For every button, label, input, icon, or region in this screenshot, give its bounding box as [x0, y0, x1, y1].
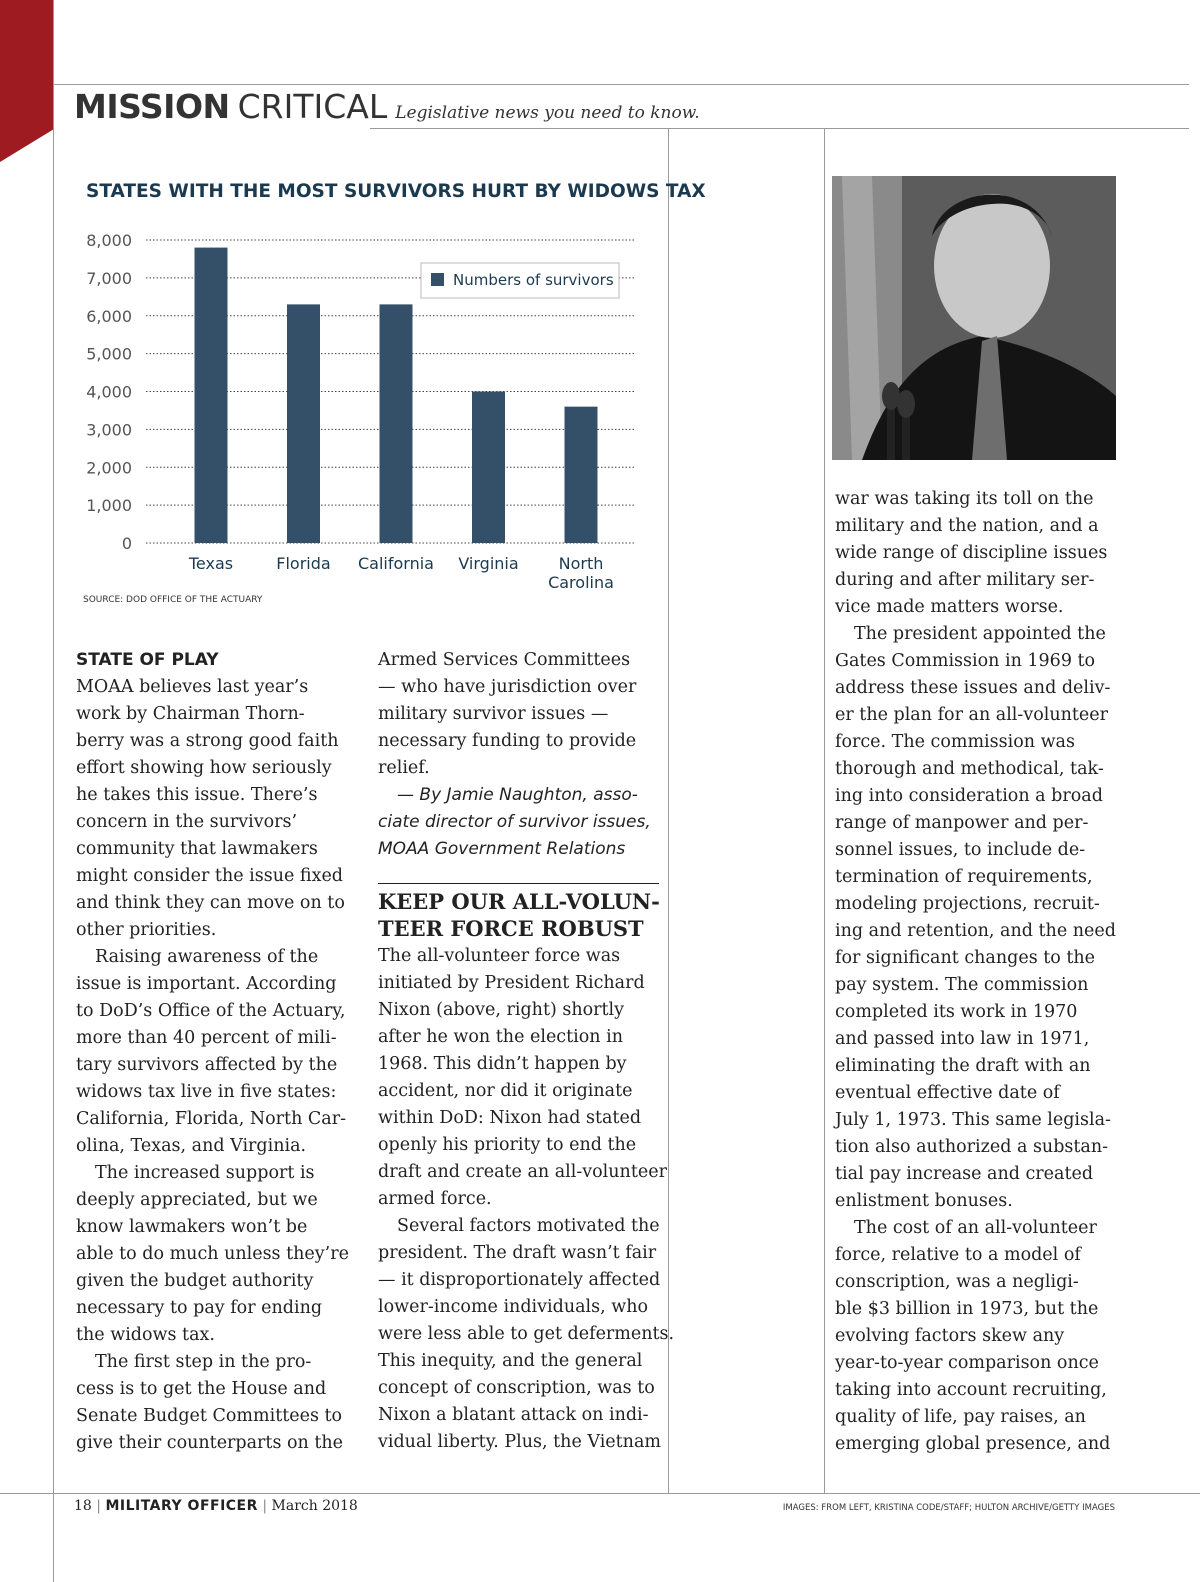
column-3-line: for significant changes to the	[835, 948, 1096, 968]
column-2-body-line: armed force.	[378, 1189, 492, 1209]
column-3-line: eventual effective date of	[835, 1083, 1060, 1103]
column-2-body-line: were less able to get deferments.	[378, 1324, 675, 1344]
column-3-line: er the plan for an all-volunteer	[835, 705, 1108, 725]
column-3-line: The president appointed the	[854, 624, 1106, 644]
x-category-label: Florida	[276, 554, 331, 573]
column-1-line: to DoD’s Office of the Actuary,	[76, 1001, 346, 1021]
column-1-line: the widows tax.	[76, 1325, 215, 1345]
column-3	[835, 486, 1116, 1458]
column-3-line: ble $3 billion in 1973, but the	[835, 1299, 1099, 1319]
column-1	[76, 647, 349, 1457]
column-1-line: work by Chairman Thorn-	[76, 704, 305, 724]
column-3-line: conscription, was a negligi-	[835, 1272, 1079, 1292]
bar	[472, 392, 505, 544]
bar	[195, 248, 228, 543]
column-2-body-line: initiated by President Richard	[378, 973, 645, 993]
bar	[565, 407, 598, 543]
column-1-line: The increased support is	[95, 1163, 315, 1183]
column-3-line: tial pay increase and created	[835, 1164, 1094, 1184]
column-2-body-line: openly his priority to end the	[378, 1135, 637, 1155]
column-1-line: know lawmakers won’t be	[76, 1217, 308, 1237]
column-3-line: address these issues and deliv-	[835, 678, 1111, 698]
column-2-body-line: Nixon a blatant attack on indi-	[378, 1405, 649, 1425]
column-1-line: The first step in the pro-	[95, 1352, 312, 1372]
column-3-line: eliminating the draft with an	[835, 1056, 1091, 1076]
column-1-line: California, Florida, North Car-	[76, 1109, 347, 1129]
column-2-line: Armed Services Committees	[378, 650, 631, 670]
y-tick-label: 5,000	[86, 344, 132, 364]
column-1-line: Senate Budget Committees to	[76, 1406, 343, 1426]
column-1-line: widows tax live in five states:	[76, 1082, 337, 1102]
column-2-body-line: lower-income individuals, who	[378, 1297, 649, 1317]
column-3-line: enlistment bonuses.	[835, 1191, 1013, 1211]
column-3-line: thorough and methodical, tak-	[835, 759, 1104, 779]
column-3-line: sonnel issues, to include de-	[835, 840, 1086, 860]
column-2-line: relief.	[378, 758, 430, 778]
section-heading	[378, 888, 660, 942]
section-heading-line: KEEP OUR ALL-VOLUN-	[378, 889, 660, 914]
column-3-line: The cost of an all-volunteer	[854, 1218, 1097, 1238]
x-category-label: Texas	[188, 554, 234, 573]
column-1-line: community that lawmakers	[76, 839, 318, 859]
top-rule	[53, 84, 1189, 85]
y-tick-label: 4,000	[86, 382, 132, 402]
column-2-body-line: The all-volunteer force was	[378, 946, 621, 966]
column-3-line: military and the nation, and a	[835, 516, 1099, 536]
column-1-line: more than 40 percent of mili-	[76, 1028, 337, 1048]
magazine-name: MILITARY OFFICER	[105, 1498, 258, 1514]
column-1-line: might consider the issue fixed	[76, 866, 344, 886]
column-3-line: war was taking its toll on the	[835, 489, 1094, 509]
column-2-body-line: — it disproportionately affected	[378, 1270, 661, 1290]
column-2-body-line: within DoD: Nixon had stated	[378, 1108, 642, 1128]
chart-title: STATES WITH THE MOST SURVIVORS HURT BY WIDOWS TAX	[86, 181, 706, 202]
column-1-line: tary survivors affected by the	[76, 1055, 338, 1075]
legend-swatch	[431, 273, 444, 286]
page-number: 18	[74, 1498, 92, 1514]
column-2-body-line: This inequity, and the general	[378, 1351, 643, 1371]
column-2-body-line: concept of conscription, was to	[378, 1378, 655, 1398]
column-1-line: effort showing how seriously	[76, 758, 332, 778]
column-3-line: and passed into law in 1971,	[835, 1029, 1090, 1049]
byline-line: — By Jamie Naughton, asso-	[397, 785, 638, 805]
y-tick-label: 1,000	[86, 496, 132, 516]
masthead-tagline: Legislative news you need to know.	[395, 103, 700, 123]
column-1-line: olina, Texas, and Virginia.	[76, 1136, 307, 1156]
column-3-line: taking into account recruiting,	[835, 1380, 1107, 1400]
column-1-line: able to do much unless they’re	[76, 1244, 349, 1264]
y-tick-label: 3,000	[86, 420, 132, 440]
x-category-label: California	[358, 554, 434, 573]
red-corner-accent	[0, 0, 53, 162]
column-2-body-line: Several factors motivated the	[397, 1216, 660, 1236]
x-category-label: Carolina	[548, 573, 614, 592]
column-3-line: quality of life, pay raises, an	[835, 1407, 1086, 1427]
column-3-line: emerging global presence, and	[835, 1434, 1111, 1454]
column-2-top	[378, 647, 651, 863]
column-2-line: necessary funding to provide	[378, 731, 637, 751]
column-1-line: MOAA believes last year’s	[76, 677, 309, 697]
column-3-line: range of manpower and per-	[835, 813, 1089, 833]
column-3-line: pay system. The commission	[835, 975, 1089, 995]
column-1-line: given the budget authority	[76, 1271, 314, 1291]
column-3-line: evolving factors skew any	[835, 1326, 1065, 1346]
masthead-title-bold: MISSION	[74, 87, 230, 126]
column-3-line: July 1, 1973. This same legisla-	[835, 1110, 1111, 1130]
issue-date: March 2018	[271, 1498, 358, 1514]
column-3-line: year-to-year comparison once	[835, 1353, 1099, 1373]
column-2-body-line: president. The draft wasn’t fair	[378, 1243, 657, 1263]
column-2-body-line: accident, nor did it originate	[378, 1081, 633, 1101]
column-2-body-line: 1968. This didn’t happen by	[378, 1054, 627, 1074]
column-2-line: military survivor issues —	[378, 704, 609, 724]
x-category-label: Virginia	[458, 554, 519, 573]
x-category-label: North	[558, 554, 604, 573]
image-credits: IMAGES: FROM LEFT, KRISTINA CODE/STAFF; HULTON ARCHIVE/GETTY IMAGES	[782, 1503, 1115, 1513]
column-1-line: necessary to pay for ending	[76, 1298, 323, 1318]
column-3-line: modeling projections, recruit-	[835, 894, 1100, 914]
header-rule	[370, 128, 1189, 129]
column-3-line: termination of requirements,	[835, 867, 1093, 887]
legend-label: Numbers of survivors	[453, 271, 614, 289]
column-2-body-line: draft and create an all-volunteer	[378, 1162, 667, 1182]
photo-silhouette	[832, 176, 1116, 460]
column-3-line: during and after military ser-	[835, 570, 1095, 590]
byline-line: ciate director of survivor issues,	[378, 812, 651, 832]
column-3-line: tion also authorized a substan-	[835, 1137, 1109, 1157]
bar	[287, 304, 320, 543]
column-1-line: issue is important. According	[76, 974, 337, 994]
column-2-body	[378, 943, 674, 1456]
column-3-line: force. The commission was	[835, 732, 1075, 752]
column-3-line: completed its work in 1970	[835, 1002, 1078, 1022]
column-1-line: he takes this issue. There’s	[76, 785, 318, 805]
column-1-line: give their counterparts on the	[76, 1433, 344, 1453]
section-rule	[378, 883, 659, 884]
column-2-line: — who have jurisdiction over	[378, 677, 637, 697]
y-tick-label: 0	[121, 534, 132, 553]
column-2-body-line: vidual liberty. Plus, the Vietnam	[378, 1432, 661, 1452]
column-2-body-line: after he won the election in	[378, 1027, 623, 1047]
column-3-line: ing and retention, and the need	[835, 921, 1116, 941]
column-1-line: deeply appreciated, but we	[76, 1190, 318, 1210]
masthead	[74, 87, 700, 126]
column-1-line: concern in the survivors’	[76, 812, 298, 832]
chart-source: SOURCE: DOD OFFICE OF THE ACTUARY	[83, 595, 263, 605]
column-divider-right	[824, 128, 825, 1494]
column-3-line: wide range of discipline issues	[835, 543, 1108, 563]
column-3-line: vice made matters worse.	[835, 597, 1064, 617]
byline-line: MOAA Government Relations	[378, 839, 626, 859]
footer-rule	[0, 1493, 1200, 1494]
y-tick-label: 6,000	[86, 306, 132, 326]
bar	[380, 304, 413, 543]
y-tick-label: 7,000	[86, 268, 132, 288]
column-3-line: Gates Commission in 1969 to	[835, 651, 1096, 671]
column-3-line: force, relative to a model of	[835, 1245, 1081, 1265]
column-1-line: other priorities.	[76, 920, 217, 940]
section-heading-line: TEER FORCE ROBUST	[378, 916, 644, 941]
y-tick-label: 2,000	[86, 458, 132, 478]
column-3-line: ing into consideration a broad	[835, 786, 1103, 806]
column-2-body-line: Nixon (above, right) shortly	[378, 1000, 625, 1020]
footer-folio: 18 | MILITARY OFFICER | March 2018	[74, 1498, 358, 1514]
column-1-line: cess is to get the House and	[76, 1379, 327, 1399]
column-1-line: and think they can move on to	[76, 893, 345, 913]
state-of-play-heading: STATE OF PLAY	[76, 650, 219, 670]
left-margin-rule	[53, 0, 54, 1582]
bar-chart	[70, 222, 650, 592]
masthead-title-light: CRITICAL	[237, 87, 388, 126]
y-tick-label: 8,000	[86, 231, 132, 250]
column-1-line: Raising awareness of the	[95, 947, 319, 967]
column-1-line: berry was a strong good faith	[76, 731, 339, 751]
nixon-photo	[832, 176, 1116, 460]
